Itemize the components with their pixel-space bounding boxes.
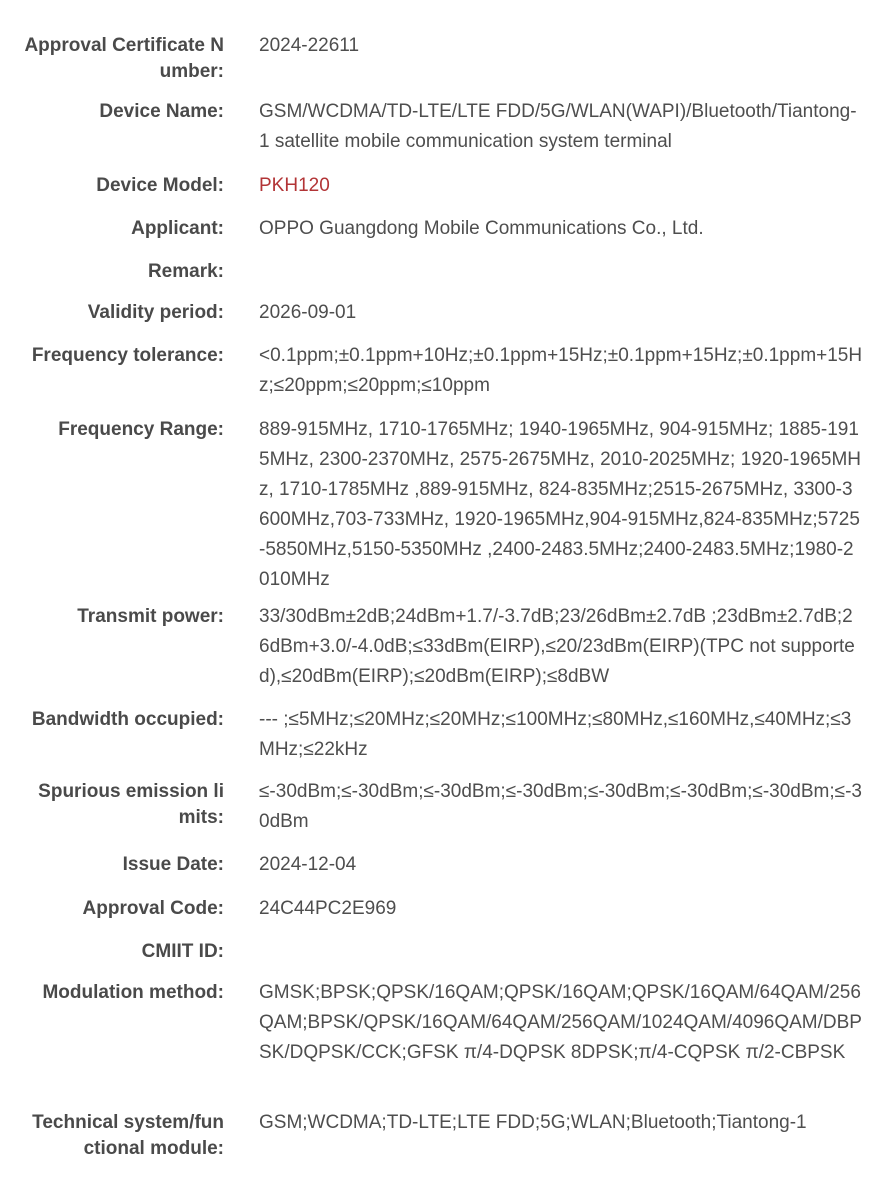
label-frequency-tolerance: Frequency tolerance: [31,345,224,366]
value-applicant: OPPO Guangdong Mobile Communications Co., Ltd. [259,218,704,239]
value-device-name: GSM/WCDMA/TD-LTE/LTE FDD/5G/WLAN(WAPI)/Bluetooth/Tiantong-1 satellite mobile communication system terminal [259,101,857,152]
label-transmit-power: Transmit power: [77,606,224,627]
value-technical-system: GSM;WCDMA;TD-LTE;LTE FDD;5G;WLAN;Bluetooth;Tiantong-1 [259,1112,807,1133]
label-device-model: Device Model: [96,175,224,196]
value-issue-date: 2024-12-04 [259,854,357,875]
value-transmit-power: 33/30dBm±2dB;24dBm+1.7/-3.7dB;23/26dBm±2.7dB ;23dBm±2.7dB;26dBm+3.0/-4.0dB;≤33dBm(EIRP),≤20/23dBm(EIRP)(TPC not supported),≤20dBm(EIRP);≤20dBm(EIRP);≤8dBW [259,606,855,687]
label-device-name: Device Name: [99,101,224,122]
value-modulation-method: GMSK;BPSK;QPSK/16QAM;QPSK/16QAM;QPSK/16QAM/64QAM/256QAM;BPSK/QPSK/16QAM/64QAM/256QAM/1024QAM/4096QAM/DBPSK/DQPSK/CCK;GFSK π/4-DQPSK 8DPSK;π/4-CQPSK π/2-CBPSK [259,982,862,1063]
value-spurious-emission-limits: ≤-30dBm;≤-30dBm;≤-30dBm;≤-30dBm;≤-30dBm;≤-30dBm;≤-30dBm;≤-30dBm [259,781,862,832]
value-validity-period: 2026-09-01 [259,302,357,323]
label-approval-certificate-number: Approval Certificate Number: [24,35,224,82]
value-frequency-range: 889-915MHz, 1710-1765MHz; 1940-1965MHz, 904-915MHz; 1885-1915MHz, 2300-2370MHz, 2575-2675MHz, 2010-2025MHz; 1920-1965MHz, 1710-1785MHz ,889-915MHz, 824-835MHz;2515-2675MHz, 3300-3600MHz,703-733MHz, 1920-1965MHz,904-915MHz,824-835MHz;5725-5850MHz,5150-5350MHz ,2400-2483.5MHz;2400-2483.5MHz;1980-2010MHz [259,419,861,590]
label-modulation-method: Modulation method: [42,982,224,1003]
value-approval-certificate-number: 2024-22611 [259,35,360,56]
label-applicant: Applicant: [131,218,224,239]
label-spurious-emission-limits: Spurious emission limits: [38,781,224,828]
label-remark: Remark: [147,261,224,282]
label-frequency-range: Frequency Range: [58,419,224,440]
label-validity-period: Validity period: [87,302,224,323]
value-approval-code: 24C44PC2E969 [259,898,397,919]
label-issue-date: Issue Date: [122,854,224,875]
label-approval-code: Approval Code: [82,898,224,919]
value-frequency-tolerance: <0.1ppm;±0.1ppm+10Hz;±0.1ppm+15Hz;±0.1ppm+15Hz;±0.1ppm+15Hz;≤20ppm;≤20ppm;≤10ppm [259,345,863,396]
value-bandwidth-occupied: --- ;≤5MHz;≤20MHz;≤20MHz;≤100MHz;≤80MHz,≤160MHz,≤40MHz;≤3MHz;≤22kHz [259,709,852,760]
value-device-model: PKH120 [259,175,330,196]
label-cmiit-id: CMIIT ID: [141,941,224,962]
label-bandwidth-occupied: Bandwidth occupied: [31,709,224,730]
label-technical-system: Technical system/functional module: [32,1112,224,1159]
